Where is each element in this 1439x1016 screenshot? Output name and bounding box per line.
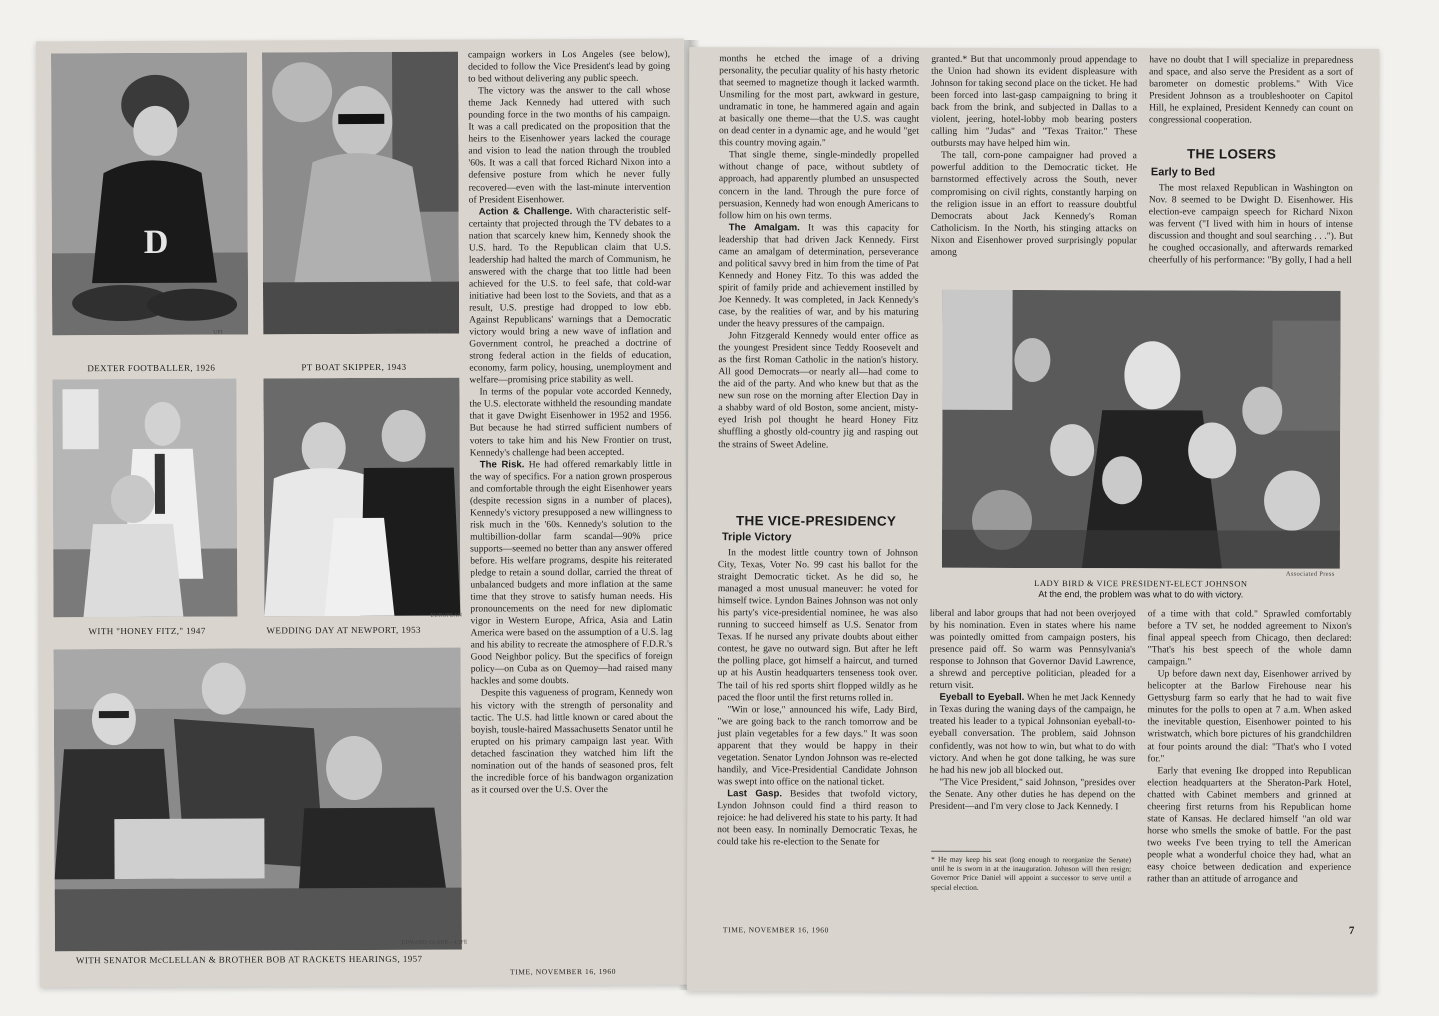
paragraph xyxy=(717,788,917,849)
photo-rackets-hearings xyxy=(54,648,462,952)
paragraph-text: When he met Jack Kennedy in Texas during the waning days of the campaign, he treated his leader to a typical Johnsonian eyeball-to-eyeball conversation. The problem, said Johnson confidently, was not how to win, but what to do with victory. And when he got done talking, he was sure he had his new job all blocked out. xyxy=(929,692,1136,776)
footer-right: TIME, NOVEMBER 16, 1960 xyxy=(722,925,830,935)
paragraph: Early that evening Ike dropped into Republican election headquarters at the Sheraton-Park Hotel, chatted with Cabinet members and grinned at cheering first returns from his Republican home state of Kansas. He declared himself "an old war horse who smells the smoke of battle. For the past two weeks I've been trying to tell the American people what a wonderful choice they had, what an easy choice between dedication and experience rather than an attitude of arrogance and xyxy=(1147,764,1352,885)
paragraph-text: With characteristic self-certainty that projected through the TV debates to a nation that scarcely knew him, Kennedy shook the U.S. hard. To the Republican claim that U.S. leadership had halted the march of Communism, he answered with the charge that too little had been achieved for the U.S. to feel safe, that cold-war initiative had been lost to the Soviets, and that as a result, U.S. prestige had dropped to low ebb. Against Republicans' warnings that a Democratic victory would bring a new wave of inflation and Government control, he preached a doctrine of strong federal action in the fields of education, economy, farm policy, housing, unemployment and welfare—promising price stability as well. xyxy=(468,205,672,386)
paragraph xyxy=(469,205,672,387)
paragraph: The victory was the answer to the call whose theme Jack Kennedy had uttered with such pounding force in the two months of his campaign. It was a call predicated on the proposition that the heirs to the Eisenhower years lacked the courage and vision to lead the nation through the troubled '60s. It was a call that forced Richard Nixon into a defensive posture from which he never fully recovered—even with the last-minute intervention of President Eisenhower. xyxy=(468,84,671,206)
paragraph: months he etched the image of a driving personality, the peculiar quality of his hasty rhetoric that seemed to magnetize though it lacked warmth. Unsmiling for the most part, awkward in gesture, undramatic in tone, he hammered again and again at basically one theme—that the U.S. was caught on dead center in a dynamic age, and he would "get this country moving again." xyxy=(718,53,920,149)
caption-johnson-line2: At the end, the problem was what to do with victory. xyxy=(1038,589,1244,600)
subhead-risk: The Risk. xyxy=(479,458,525,471)
caption-wedding-day: WEDDING DAY AT NEWPORT, 1953 xyxy=(266,624,421,636)
paragraph: The most relaxed Republican in Washington on Nov. 8 seemed to be Dwight D. Eisenhower. His election-eve campaign speech for Richard Nixon was fervent ("I lived with him in hours of intense discussion and thought and soul searching . . ."). But he coughed occasionally, and afterwards remarked cheerfully of his performance: "By golly, I had a hell xyxy=(1148,182,1353,267)
caption-johnson-line1: LADY BIRD & VICE PRESIDENT-ELECT JOHNSON xyxy=(1034,578,1248,589)
paragraph-text: Besides that twofold victory, Lyndon Johnson could find a third reason to rejoice: he had delivered his state to his party. It had not been easy. In nominally Democratic Texas, he could take his re-election to the Senate for xyxy=(717,788,918,848)
credit-johnson: Associated Press xyxy=(1285,570,1335,578)
paragraph xyxy=(470,458,673,688)
subhead-amalgam: The Amalgam. xyxy=(728,221,800,234)
subhead-last-gasp: Last Gasp. xyxy=(727,788,783,800)
credit-hearings: EDWARD CLARK—LIFE xyxy=(401,939,468,946)
paragraph: campaign workers in Los Angeles (see below), decided to follow the Vice President's lead by going to bed without delivering any public speech. xyxy=(467,48,671,85)
paragraph: "Win or lose," announced his wife, Lady Bird, "we are going back to the ranch tomorrow and be just plain vegetables for a few days." It was soon apparent that they would be happy in their vegetation. Senator Lyndon Johnson was re-elected handily, and Vice-Presidential Candidate Johnson was swept into office on the national ticket. xyxy=(717,703,918,788)
photo-pt-boat-skipper xyxy=(262,52,459,335)
paragraph: granted.* But that uncommonly proud appendage to the Union had shown its evident displeasure with Johnson for taking second place on the ticket. He had been forced into last-gasp campaigning to bring it back from the brink, and subjected in Dallas to a violent, jeering, hotel-lobby mob bearing posters calling him "Judas" and "Texas Traitor." These outbursts may have helped him win. xyxy=(930,53,1138,150)
paragraph: liberal and labor groups that had not been overjoyed by his nomination. Even in states where his name was pointedly omitted from campaign posters, his presence paid off. So warm was Pennsylvania's response to Johnson that Governor David Lawrence, a shrewd and perceptive politician, pleaded for a return visit. xyxy=(929,607,1136,692)
photo-johnson-crowd xyxy=(942,290,1341,569)
paragraph: have no doubt that I will specialize in preparedness and space, and also serve the President as a sort of barometer on domestic problems." With Vice President Johnson as a troubleshooter on Capitol Hill, he explained, President Kennedy can count on congressional cooperation. xyxy=(1149,54,1354,126)
kicker-triple-victory: Triple Victory xyxy=(721,531,792,544)
paragraph: "The Vice President," said Johnson, "presides over the Senate. Any other duties he has depend on the President—and I'm very close to Jack Kennedy. I xyxy=(929,776,1136,812)
losers-top-column xyxy=(1149,182,1353,267)
paragraph: In the modest little country town of Johnson City, Texas, Voter No. 99 cast his ballot for the straight Democratic ticket. As he did so, he managed a most unusual maneuver: he voted for himself twice. Lyndon Baines Johnson was not only his party's vice-presidential nominee, he was also running to succeed himself as U.S. Senator from Texas. If he nursed any private doubts about either contest, he gave no outward sign. But after he left the polling place, got himself a haircut, and turned up at his Austin headquarters tenseness took over. The tail of his red sports shirt flopped wildly as he paced the floor until the first returns rolled in. xyxy=(717,547,918,704)
left-text-column xyxy=(468,49,673,797)
heading-the-losers: THE LOSERS xyxy=(1186,146,1277,162)
paragraph: John Fitzgerald Kennedy would enter office as the youngest President since Teddy Roosevelt and as the first Roman Catholic in the nation's history. All good Democrats—or nearly all—had come to the aid of the party. And who knew but that as the new sun rose on the morning after Election Day in a shabby ward of old Boston, some ancient, misty-eyed Irish pol thought he heard Honey Fitz shuffling a ghostly old-country jig and rasping out the strains of Sweet Adeline. xyxy=(718,330,919,450)
kicker-early-to-bed: Early to Bed xyxy=(1150,166,1216,179)
paragraph: Despite this vagueness of program, Kennedy won his victory with the strength of personality and tactic. The U.S. had little known or cared about the boyish, tousle-haired Massachusetts Senator until he erupted on his primary campaign last year. With detached fascination they watched him lift the nomination out of the hands of seasoned pros, felt the incredible force of his bandwagon organization as it coursed over the U.S. Over the xyxy=(470,687,674,796)
credit-wedding: EUROPEAN xyxy=(430,612,463,619)
paragraph: Up before dawn next day, Eisenhower arrived by helicopter at the Barlow Firehouse near his Gettysburg farm so early that he had to wait five minutes for the polls to open at 7 a.m. When asked the inevitable question, Eisenhower pointed to his wristwatch, which bore pictures of his grandchildren at four points around the dial: "That's who I voted for." xyxy=(1147,668,1352,764)
caption-rackets-hearings: WITH SENATOR McCLELLAN & BROTHER BOB AT RACKETS HEARINGS, 1957 xyxy=(75,953,423,966)
caption-honey-fitz: WITH "HONEY FITZ," 1947 xyxy=(88,625,206,637)
heading-vice-presidency: THE VICE-PRESIDENCY xyxy=(735,513,897,529)
losers-bottom-column xyxy=(1147,608,1352,886)
photo-honey-fitz xyxy=(52,379,237,618)
page-number: 7 xyxy=(1348,924,1355,937)
caption-dexter-footballer: DEXTER FOOTBALLER, 1926 xyxy=(87,362,216,374)
footnote: * He may keep his seat (long enough to reorganize the Senate) until he is sworn in at the inauguration. Johnson will then resign; Governor Price Daniel will appoint a successor to serve until a special election. xyxy=(931,854,1132,892)
paragraph xyxy=(929,692,1135,777)
credit-dexter: UPI xyxy=(213,329,223,336)
col4-top-text xyxy=(1149,54,1353,127)
paragraph: That single theme, single-mindedly propelled without change of pace, without subtlety of approach, had apparently plumbed an unsuspected concern in the land. Through the pure force of persuasion, Kennedy had won enough Americans to follow him on his own terms. xyxy=(718,149,919,222)
vp-text-column xyxy=(717,547,918,849)
paragraph: In terms of the popular vote accorded Kennedy, the U.S. electorate withheld the resounding mandate that it gave Dwight Eisenhower in 1952 and 1956. But because he had stirred sufficient numbers of voters to take him and his New Frontier on trust, Kennedy's challenge had been accepted. xyxy=(469,385,672,459)
mid-text-column xyxy=(718,53,919,451)
paragraph-text: He had offered remarkably little in the way of specifics. For a nation grown prosperous and comfortable through the eight Eisenhower years (despite recession signs in a number of places), Kennedy's victory presupposed a new willingness to risk much in the '60s. Kennedy's solution to the multibillion-dollar farm scandal—90% price supports—seemed no better than any answer offered before. His welfare programs, despite his reiterated pledge to retain a sound dollar, carried the threat of unbalanced budgets and more inflation at the same time that they strove to satisfy human needs. His pronouncements on the need for new diplomatic vigor in Western Europe, Africa, Asia and Latin America were based on the assumption of a U.S. lag and his ability to recreate the atmosphere of F.D.R.'s Good Neighbor policy. But the specifics of foreign policy—on Cuba as on Quemoy—had raised many hackles and some doubts. xyxy=(469,458,673,687)
photo-dexter-footballer xyxy=(51,52,248,335)
subhead-eyeball: Eyeball to Eyeball. xyxy=(939,692,1025,704)
col3-top-text xyxy=(931,54,1138,259)
col3-bottom-text xyxy=(929,608,1136,813)
left-page xyxy=(36,39,688,988)
paragraph: The tall, corn-pone campaigner had proved a powerful addition to the Democratic ticket. He barnstormed effectively across the South, never compromising on civil rights, constantly harping on the religion issue in an effort to reassure doubtful Democrats about Jack Kennedy's Roman Catholicism. In the North, his stinging attacks on Nixon and Eisenhower proved surprisingly popular among xyxy=(930,150,1137,258)
footer-left: TIME, NOVEMBER 16, 1960 xyxy=(509,966,617,977)
caption-pt-boat-skipper: PT BOAT SKIPPER, 1943 xyxy=(301,361,407,373)
svg-text:D: D xyxy=(143,223,169,261)
paragraph-text: It was this capacity for leadership that had driven Jack Kennedy. First came an amalgam of determination, perseverance and political savvy bred in him from the time of Pat Kennedy and Honey Fitz. To this was added the spirit of family pride and achievement instilled by Joe Kennedy. It was completed, in Jack Kennedy's case, by the realities of war, and by his maturing under the heavy pressures of the campaign. xyxy=(718,222,919,330)
footnote-rule xyxy=(931,851,991,852)
subhead-action: Action & Challenge. xyxy=(478,205,573,218)
paragraph xyxy=(718,222,918,331)
credit-skipper: PICTORIAL PARADE xyxy=(395,328,452,335)
photo-wedding-day xyxy=(263,378,463,619)
right-page xyxy=(687,47,1379,993)
paragraph: of a time with that cold." Sprawled comfortably before a TV set, he nodded agreement to Nixon's final appeal speech from Chicago, then declared: "That's his best speech of the whole damn campaign." xyxy=(1147,608,1352,668)
